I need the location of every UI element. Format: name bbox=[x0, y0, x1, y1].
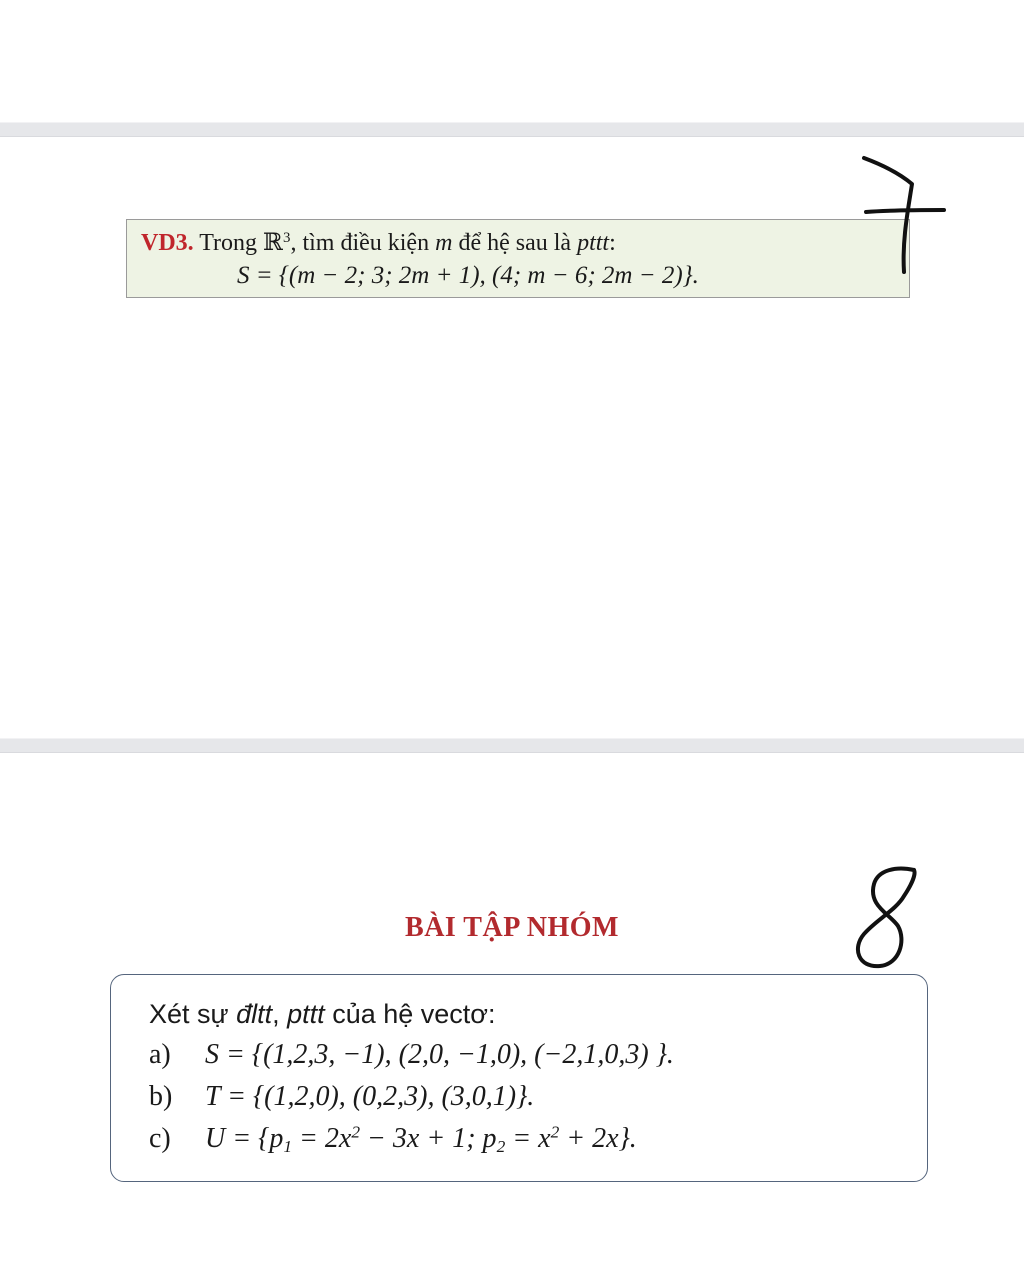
vd3-text-c: để hệ sau là bbox=[452, 230, 578, 256]
vd3-formula: S = {(m − 2; 3; 2m + 1), (4; m − 6; 2m − 2)}. bbox=[237, 262, 699, 289]
formula-sub: 2 bbox=[496, 1137, 506, 1157]
exercise-item-c bbox=[149, 1123, 637, 1155]
vd3-statement bbox=[141, 228, 616, 257]
item-marker: b) bbox=[149, 1081, 173, 1112]
formula-part: U = {p bbox=[205, 1123, 284, 1154]
vd3-pttt: pttt bbox=[577, 230, 610, 256]
vd3-real-space: ℝ bbox=[263, 230, 283, 256]
group-exercise-box bbox=[110, 974, 928, 1182]
item-marker: c) bbox=[149, 1123, 171, 1154]
vd3-example-box bbox=[126, 219, 910, 298]
item-formula bbox=[205, 1122, 637, 1157]
formula-part: − 3x + 1; p bbox=[360, 1123, 497, 1154]
formula-part: + 2x}. bbox=[559, 1123, 637, 1154]
formula-sub: 1 bbox=[283, 1137, 292, 1157]
intro-pttt: pttt bbox=[287, 999, 325, 1029]
exercise-intro bbox=[149, 999, 495, 1030]
intro-dltt: đltt bbox=[236, 999, 273, 1029]
exercise-item-a bbox=[149, 1039, 674, 1071]
formula-sup: 2 bbox=[550, 1122, 560, 1142]
exercise-item-b bbox=[149, 1081, 534, 1113]
formula-sup: 2 bbox=[351, 1122, 361, 1142]
intro-text-c: của hệ vectơ: bbox=[324, 999, 496, 1029]
vd3-label: VD3. bbox=[141, 230, 194, 256]
vd3-variable-m: m bbox=[435, 230, 453, 256]
page-divider-middle bbox=[0, 738, 1024, 753]
item-formula: S = {(1,2,3, −1), (2,0, −1,0), (−2,1,0,3) }. bbox=[205, 1039, 674, 1070]
intro-text-b: , bbox=[272, 999, 288, 1029]
item-marker: a) bbox=[149, 1039, 171, 1070]
group-exercise-title: BÀI TẬP NHÓM bbox=[405, 912, 619, 943]
item-formula: T = {(1,2,0), (0,2,3), (3,0,1)}. bbox=[205, 1081, 535, 1112]
page-divider-top bbox=[0, 122, 1024, 137]
vd3-text-a: Trong bbox=[193, 230, 264, 256]
vd3-real-space-exponent: 3 bbox=[283, 229, 291, 246]
intro-text-a: Xét sự bbox=[149, 999, 237, 1029]
formula-part: = 2x bbox=[292, 1123, 352, 1154]
handwritten-number-7 bbox=[850, 150, 950, 280]
vd3-text-b: , tìm điều kiện bbox=[290, 230, 436, 256]
vd3-text-d: : bbox=[609, 230, 616, 256]
formula-part: = x bbox=[505, 1123, 551, 1154]
